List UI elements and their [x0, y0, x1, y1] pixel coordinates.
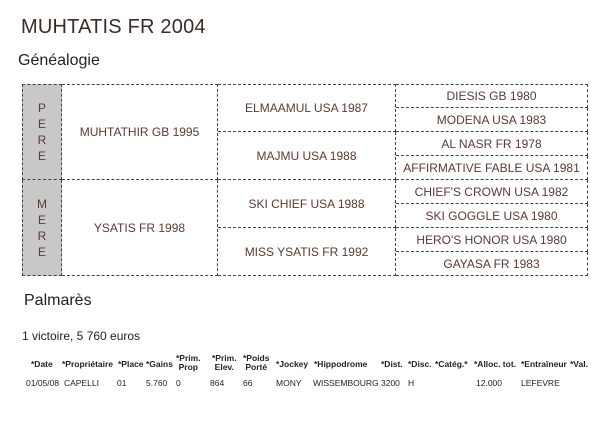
cell-prim-elev: 864 [210, 378, 225, 388]
pere-letter: E [37, 117, 46, 131]
pere-letter: E [37, 149, 46, 163]
cell-hippodrome: WISSEMBOURG [313, 378, 379, 388]
pere-letter: R [37, 133, 47, 147]
gen3-ancestor[interactable]: AL NASR FR 1978 [396, 132, 588, 156]
cell-date: 01/05/08 [26, 378, 60, 388]
gen3-ancestor[interactable]: DIESIS GB 1980 [396, 84, 588, 108]
cell-trainer: LEFEVRE [521, 378, 560, 388]
col-header-prim-elev[interactable]: *Prim. Elev. [212, 353, 237, 372]
cell-owner: CAPELLI [64, 378, 99, 388]
col-header-dist[interactable]: *Dist. [381, 359, 403, 369]
cell-prim-prop: 0 [176, 378, 181, 388]
palmares-summary: 1 victoire, 5 760 euros [22, 329, 141, 343]
cell-jockey: MONY [276, 378, 302, 388]
mere-letter: M [37, 196, 47, 211]
col-header-prim-prop[interactable]: *Prim. Prop [176, 353, 201, 372]
gen2-ancestor[interactable]: MAJMU USA 1988 [218, 132, 396, 180]
cell-gains: 5.760 [146, 378, 168, 388]
gen3-ancestor[interactable]: AFFIRMATIVE FABLE USA 1981 [396, 156, 588, 180]
mere-label [22, 180, 62, 276]
col-header-alloc[interactable]: *Alloc. tot. [474, 359, 517, 369]
cell-disc: H [408, 378, 415, 388]
col-header-jockey[interactable]: *Jockey [276, 359, 309, 369]
gen2-ancestor[interactable]: ELMAAMUL USA 1987 [218, 84, 396, 132]
genealogie-heading: Généalogie [18, 52, 100, 69]
mere-letter: E [37, 212, 46, 227]
cell-alloc: 12.000 [476, 378, 502, 388]
page-title: MUHTATIS FR 2004 [21, 16, 206, 38]
col-header-date[interactable]: *Date [31, 359, 53, 369]
dam-name[interactable]: YSATIS FR 1998 [62, 180, 218, 276]
pere-label [22, 84, 62, 180]
col-header-val[interactable]: *Val. [570, 359, 588, 369]
palmares-heading: Palmarès [24, 292, 92, 309]
mere-letter: E [37, 244, 46, 259]
gen3-ancestor[interactable]: HERO'S HONOR USA 1980 [396, 228, 588, 252]
cell-place: 01 [117, 378, 127, 388]
col-header-place[interactable]: *Place [118, 359, 144, 369]
gen2-ancestor[interactable]: SKI CHIEF USA 1988 [218, 180, 396, 228]
col-header-trainer[interactable]: *Entraîneur [521, 359, 567, 369]
gen3-ancestor[interactable]: MODENA USA 1983 [396, 108, 588, 132]
mere-letter: R [37, 228, 47, 243]
gen2-ancestor[interactable]: MISS YSATIS FR 1992 [218, 228, 396, 276]
col-header-owner[interactable]: *Propriétaire [62, 359, 114, 369]
cell-dist: 3200 [381, 378, 400, 388]
col-header-disc[interactable]: *Disc. [408, 359, 432, 369]
col-header-categ[interactable]: *Catég.* [435, 359, 468, 369]
gen3-ancestor[interactable]: SKI GOGGLE USA 1980 [396, 204, 588, 228]
pere-letter: P [37, 101, 46, 115]
col-header-poids[interactable]: *Poids Porté [243, 353, 270, 372]
col-header-hippodrome[interactable]: *Hippodrome [314, 359, 368, 369]
gen3-ancestor[interactable]: CHIEF'S CROWN USA 1982 [396, 180, 588, 204]
gen3-ancestor[interactable]: GAYASA FR 1983 [396, 252, 588, 276]
col-header-gains[interactable]: *Gains [146, 359, 173, 369]
cell-poids: 66 [243, 378, 253, 388]
sire-name[interactable]: MUHTATHIR GB 1995 [62, 84, 218, 180]
